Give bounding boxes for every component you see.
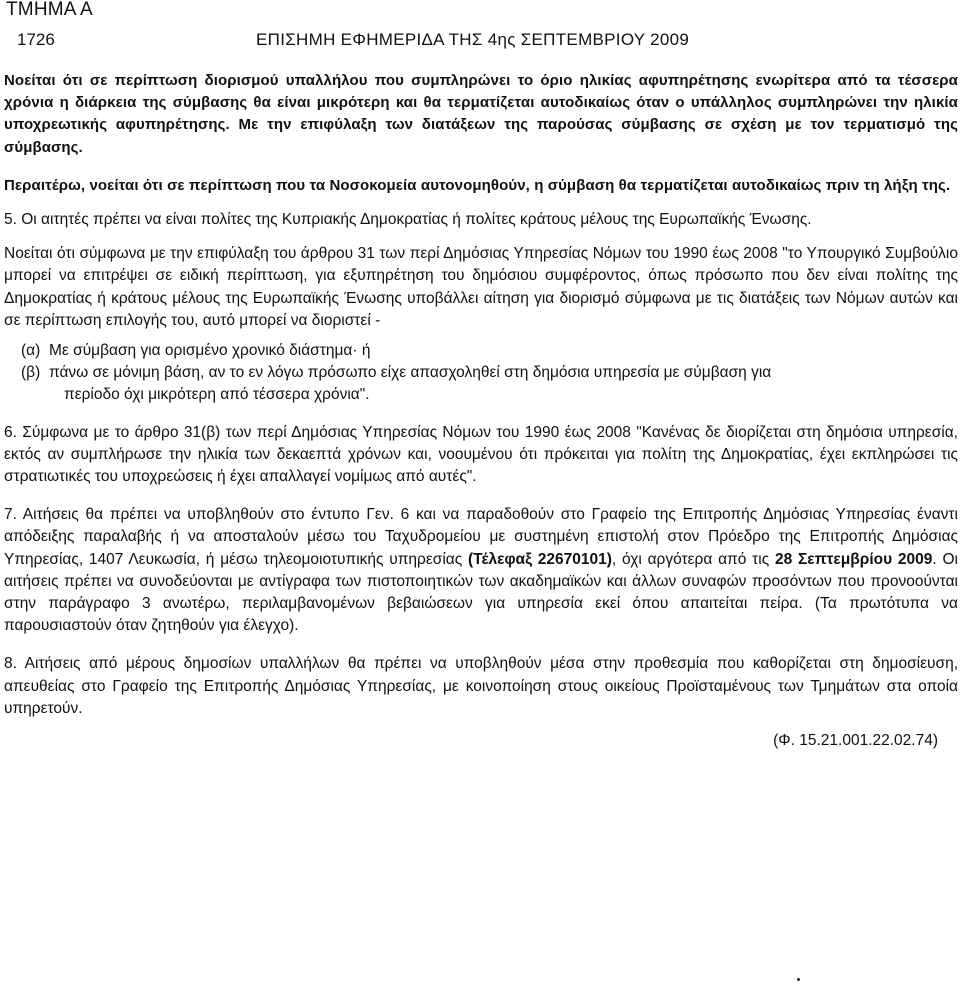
item-b-continuation: περίοδο όχι μικρότερη από τέσσερα χρόνια".	[64, 386, 370, 404]
point-6: 6. Σύμφωνα με το άρθρο 31(β) των περί Δημόσιας Υπηρεσίας Νόμων του 1990 έως 2008 "Κανένας δε διορίζεται στη δημόσια υπηρεσία, εκτός αν συμπλήρωσε την ηλικία των δεκαεπτά χρόνων και, νοουμένου ότι πρόκειται για πολίτη της Δημοκρατίας, έχει εκπληρώσει τις στρατιωτικές του υποχρεώσεις ή έχει απαλλαγεί νομίμως από αυτές".	[4, 423, 958, 486]
age-limit-note: Νοείται ότι σε περίπτωση διορισμού υπαλλήλου που συμπληρώνει το όριο ηλικίας αφυπηρέτησης ενωρίτερα από τα τέσσερα χρόνια η διάρκεια της σύμβασης θα είναι μικρότερη και θα τερματίζεται αυτοδικαίως όταν ο υπάλληλος συμπληρώνει την ηλικία υποχρεωτικής αφυπηρέτησης. Με την επιφύλαξη των διατάξεων της παρούσας σύμβασης σε σχέση με τον τερματισμό της σύμβασης.	[4, 72, 958, 156]
item-a-label: (α)	[21, 342, 41, 360]
point-5: 5. Οι αιτητές πρέπει να είναι πολίτες της Κυπριακής Δημοκρατίας ή πολίτες κράτους μέλους της Ευρωπαϊκής Ένωσης.	[4, 211, 812, 229]
stray-dot	[797, 978, 800, 981]
deadline-date: 28 Σεπτεμβρίου 2009	[774, 550, 933, 568]
item-b	[4, 362, 958, 384]
running-header: ΕΠΙΣΗΜΗ ΕΦΗΜΕΡΙΔΑ ΤΗΣ 4ης ΣΕΠΤΕΜΒΡΙΟΥ 2009	[256, 30, 690, 49]
item-a	[4, 340, 958, 362]
point-7-text-c: . Οι αιτήσεις πρέπει να συνοδεύονται με αντίγραφα των πιστοποιητικών των ακαδημαϊκών και άλλων συναφών προσόντων που προνοούνται στην παράγραφο 3 ανωτέρω, περιλαμβανομένων βεβαιώσεων για υπηρεσία εκεί όπου απαιτείται πείρα. (Τα πρωτότυπα να παρουσιαστούν όταν ζητηθούν για έλεγχο).	[4, 550, 958, 635]
file-reference: (Φ. 15.21.001.22.02.74)	[773, 732, 938, 750]
section-label: ΤΜΗΜΑ Α	[6, 0, 93, 20]
item-b-label: (β)	[21, 364, 41, 382]
hospitals-note: Περαιτέρω, νοείται ότι σε περίπτωση που τα Νοσοκομεία αυτονομηθούν, η σύμβαση θα τερματίζεται αυτοδικαίως πριν τη λήξη της.	[4, 176, 951, 194]
fax-number: (Τέλεφαξ 22670101)	[468, 550, 612, 568]
page-number: 1726	[17, 30, 55, 49]
item-b-text: πάνω σε μόνιμη βάση, αν το εν λόγω πρόσωπο είχε απασχοληθεί στη δημόσια υπηρεσία με σύμβαση για	[49, 364, 772, 382]
point-8: 8. Αιτήσεις από μέρους δημοσίων υπαλλήλων θα πρέπει να υποβληθούν μέσα στην προθεσμία που καθορίζεται στη δημοσίευση, απευθείας στο Γραφείο της Επιτροπής Δημόσιας Υπηρεσίας, με κοινοποίηση στους οικείους Προϊσταμένους των Τμημάτων στα οποία υπηρετούν.	[4, 655, 958, 717]
point-7-text-b: , όχι αργότερα από τις	[611, 550, 775, 568]
document-body	[4, 70, 958, 752]
point-5-note: Νοείται ότι σύμφωνα με την επιφύλαξη του άρθρου 31 των περί Δημόσιας Υπηρεσίας Νόμων του 1990 έως 2008 "το Υπουργικό Συμβούλιο μπορεί να επιτρέψει σε ειδική περίπτωση, για εξυπηρέτηση του δημόσιου συμφέροντος, όπως πρόσωπο που δεν είναι πολίτης της Δημοκρατίας ή κράτους μέλους της Ευρωπαϊκής Ένωσης υποβάλλει αίτηση για διορισμό σύμφωνα με τις διατάξεις των Νόμων αυτών και σε περίπτωση επιλογής του, αυτό μπορεί να διοριστεί -	[4, 245, 958, 329]
item-a-text: Με σύμβαση για ορισμένο χρονικό διάστημα· ή	[49, 342, 371, 360]
point-7-text-a: 7. Αιτήσεις θα πρέπει να υποβληθούν στο έντυπο Γεν. 6 και να παραδοθούν στο Γραφείο της Επιτροπής Δημόσιας Υπηρεσίας έναντι απόδειξης παραλαβής ή να αποσταλούν μέσω του Ταχυδρομείου με συστημένη επιστολή στον Πρόεδρο της Επιτροπής Δημόσιας Υπηρεσίας, 1407 Λευκωσία, ή μέσω τηλεομοιοτυπικής υπηρεσίας	[4, 506, 958, 568]
point-7	[4, 504, 958, 637]
